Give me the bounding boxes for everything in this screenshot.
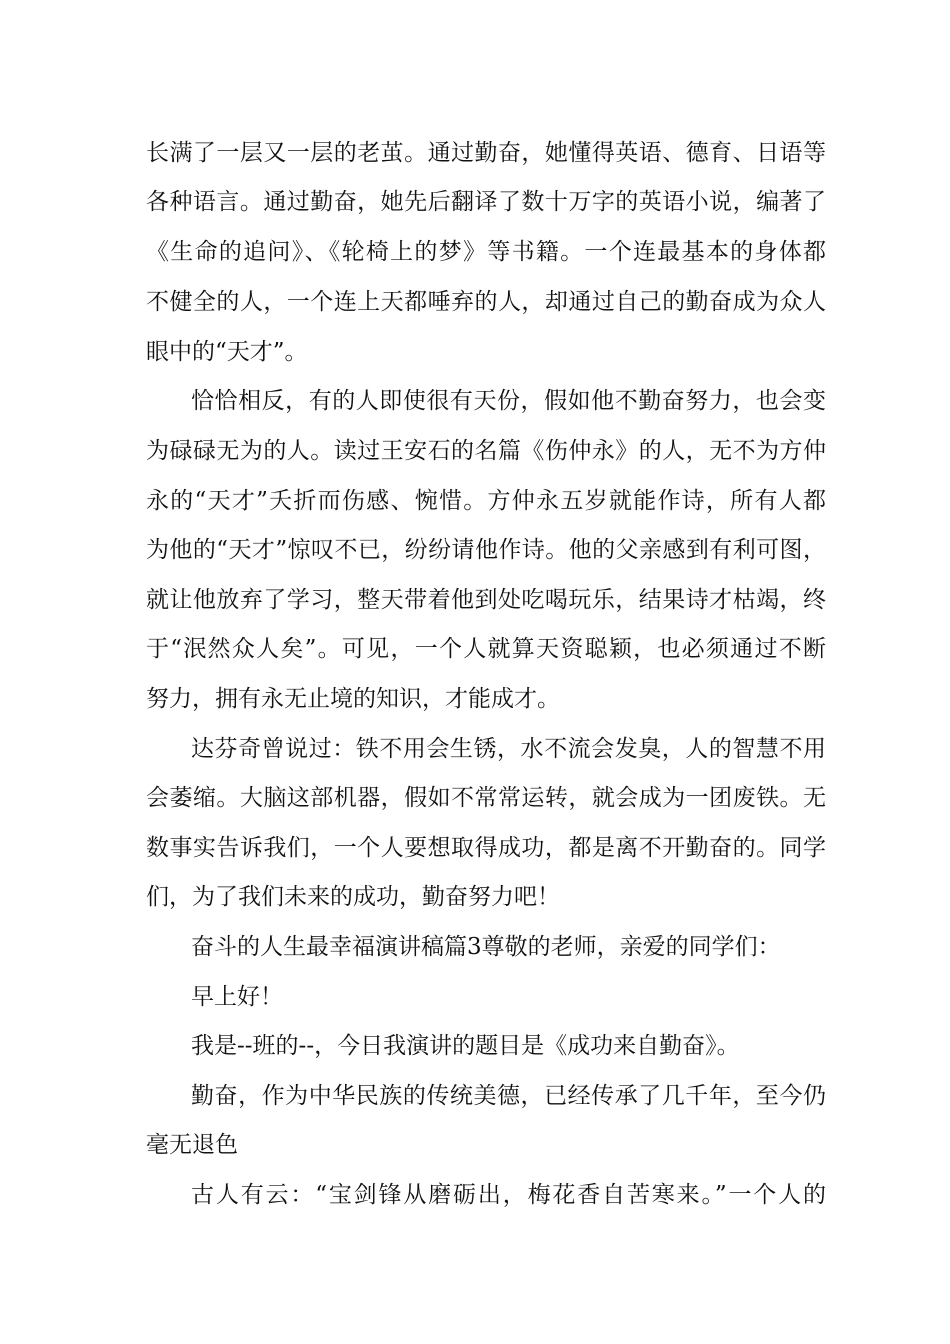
paragraph-start-line: 我是--班的--，今日我演讲的题目是《成功来自勤奋》。: [191, 1033, 740, 1059]
text-line: 长满了一层又一层的老茧。通过勤奋，她懂得英语、德育、日语等: [146, 140, 826, 166]
text-line: 不健全的人，一个连上天都唾弃的人，却通过自己的勤奋成为众人: [146, 289, 826, 315]
text-line: 毫无退色: [146, 1132, 238, 1158]
text-line: 于“泯然众人矣”。可见，一个人就算天资聪颖，也必须通过不断: [146, 636, 826, 662]
greeting-line: 早上好！: [191, 984, 283, 1010]
text-line: 们，为了我们未来的成功，勤奋努力吧！: [146, 884, 560, 910]
text-line: 《生命的追问》、《轮椅上的梦》等书籍。一个连最基本的身体都: [146, 239, 826, 265]
text-line: 会萎缩。大脑这部机器，假如不常常运转，就会成为一团废铁。无: [146, 785, 826, 811]
section-heading-line: 奋斗的人生最幸福演讲稿篇3尊敬的老师，亲爱的同学们：: [191, 934, 781, 960]
text-line: 永的“天才”夭折而伤感、惋惜。方仲永五岁就能作诗，所有人都: [146, 488, 826, 514]
text-line: 为他的“天才”惊叹不已，纷纷请他作诗。他的父亲感到有利可图，: [146, 537, 826, 563]
paragraph-start-line: 恰恰相反，有的人即使很有天份，假如他不勤奋努力，也会变: [191, 388, 826, 414]
text-line: 眼中的“天才”。: [146, 339, 308, 365]
text-line: 为碌碌无为的人。读过王安石的名篇《伤仲永》的人，无不为方仲: [146, 438, 826, 464]
paragraph-start-line: 古人有云：“宝剑锋从磨砺出，梅花香自苦寒来。”一个人的: [191, 1182, 826, 1208]
paragraph-start-line: 达芬奇曾说过：铁不用会生锈，水不流会发臭，人的智慧不用: [191, 736, 826, 762]
text-line: 努力，拥有永无止境的知识，才能成才。: [146, 686, 560, 712]
paragraph-start-line: 勤奋，作为中华民族的传统美德，已经传承了几千年，至今仍: [191, 1083, 826, 1109]
text-line: 数事实告诉我们，一个人要想取得成功，都是离不开勤奋的。同学: [146, 835, 826, 861]
text-line: 各种语言。通过勤奋，她先后翻译了数十万字的英语小说，编著了: [146, 189, 826, 215]
text-line: 就让他放弃了学习，整天带着他到处吃喝玩乐，结果诗才枯竭，终: [146, 587, 826, 613]
